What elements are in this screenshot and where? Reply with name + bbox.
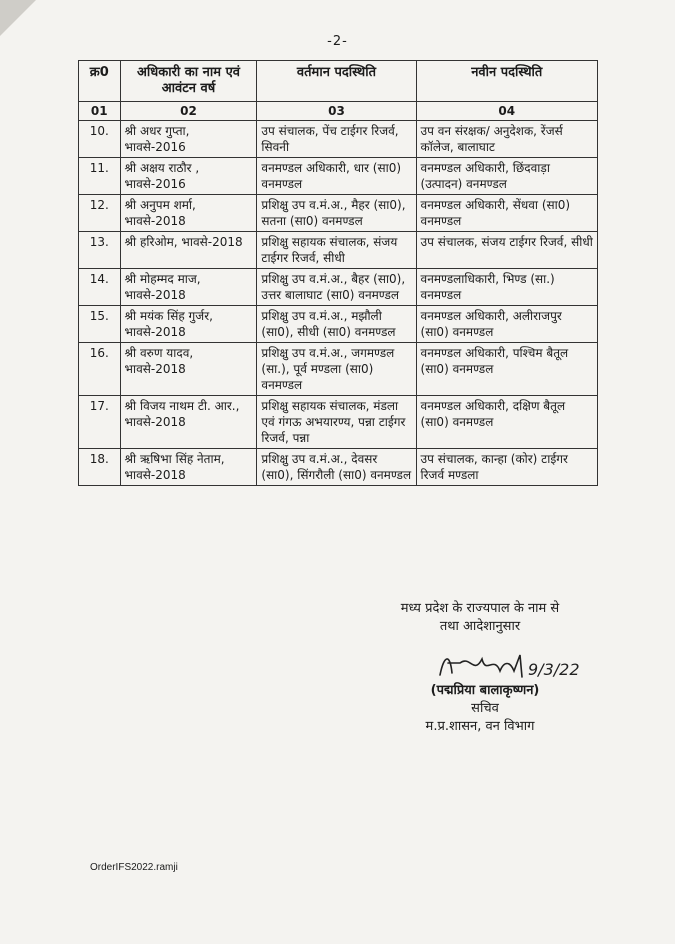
header-officer-name: अधिकारी का नाम एवं आवंटन वर्ष: [120, 61, 257, 102]
table-header-row: [79, 61, 598, 102]
handwritten-signature: [430, 645, 600, 685]
table-row: [79, 449, 598, 486]
row-serial: 11.: [79, 158, 121, 195]
row-serial: 12.: [79, 195, 121, 232]
row-serial: 16.: [79, 343, 121, 396]
row-new-posting: वनमण्डल अधिकारी, अलीराजपुर (सा0) वनमण्डल: [416, 306, 597, 343]
row-officer-name: श्री विजय नाथम टी. आर., भावसे-2018: [120, 396, 257, 449]
table-row: [79, 343, 598, 396]
signature-date: 9/3/22: [528, 660, 580, 679]
header-new-posting: नवीन पदस्थिति: [416, 61, 597, 102]
row-current-posting: प्रशिक्षु सहायक संचालक, मंडला एवं गंगऊ अभयारण्य, पन्ना टाईगर रिजर्व, पन्ना: [257, 396, 416, 449]
signer-name: (पद्मप्रिया बालाकृष्णन): [430, 683, 540, 698]
header-serial: क्र0: [79, 61, 121, 102]
signer-department: म.प्र.शासन, वन विभाग: [425, 719, 535, 734]
table-row: [79, 158, 598, 195]
row-current-posting: प्रशिक्षु उप व.मं.अ., मझौली (सा0), सीधी (सा0) वनमण्डल: [257, 306, 416, 343]
table-row: [79, 396, 598, 449]
colnum-1: 01: [79, 102, 121, 121]
row-current-posting: उप संचालक, पेंच टाईगर रिजर्व, सिवनी: [257, 121, 416, 158]
table-row: [79, 306, 598, 343]
colnum-2: 02: [120, 102, 257, 121]
table-row: [79, 195, 598, 232]
row-officer-name: श्री वरुण यादव, भावसे-2018: [120, 343, 257, 396]
row-officer-name: श्री अधर गुप्ता, भावसे-2016: [120, 121, 257, 158]
row-current-posting: प्रशिक्षु उप व.मं.अ., मैहर (सा0), सतना (सा0) वनमण्डल: [257, 195, 416, 232]
row-serial: 10.: [79, 121, 121, 158]
column-number-row: [79, 102, 598, 121]
table-row: [79, 269, 598, 306]
row-officer-name: श्री हरिओम, भावसे-2018: [120, 232, 257, 269]
row-new-posting: वनमण्डल अधिकारी, पश्चिम बैतूल (सा0) वनमण्डल: [416, 343, 597, 396]
row-current-posting: प्रशिक्षु सहायक संचालक, संजय टाईगर रिजर्व, सीधी: [257, 232, 416, 269]
table-row: [79, 232, 598, 269]
row-officer-name: श्री अनुपम शर्मा, भावसे-2018: [120, 195, 257, 232]
row-current-posting: प्रशिक्षु उप व.मं.अ., जगमण्डल (सा.), पूर्व मण्डला (सा0) वनमण्डल: [257, 343, 416, 396]
page-fold-corner: [0, 0, 36, 36]
header-current-posting: वर्तमान पदस्थिति: [257, 61, 416, 102]
row-serial: 18.: [79, 449, 121, 486]
row-officer-name: श्री अक्षय राठौर , भावसे-2016: [120, 158, 257, 195]
authority-line-2: तथा आदेशानुसार: [439, 619, 521, 634]
page-number: -2-: [327, 34, 348, 49]
signer-title: सचिव: [471, 701, 499, 716]
row-new-posting: वनमण्डलाधिकारी, भिण्ड (सा.) वनमण्डल: [416, 269, 597, 306]
footer-file-reference: OrderIFS2022.ramji: [90, 862, 178, 873]
row-serial: 14.: [79, 269, 121, 306]
row-officer-name: श्री ऋषिभा सिंह नेताम, भावसे-2018: [120, 449, 257, 486]
row-new-posting: उप संचालक, संजय टाईगर रिजर्व, सीधी: [416, 232, 597, 269]
row-serial: 17.: [79, 396, 121, 449]
row-new-posting: वनमण्डल अधिकारी, छिंदवाड़ा (उत्पादन) वनमण्डल: [416, 158, 597, 195]
colnum-3: 03: [257, 102, 416, 121]
authority-statement: [330, 600, 630, 636]
transfer-order-table: [78, 60, 598, 486]
row-new-posting: वनमण्डल अधिकारी, सेंधवा (सा0) वनमण्डल: [416, 195, 597, 232]
row-new-posting: वनमण्डल अधिकारी, दक्षिण बैतूल (सा0) वनमण्डल: [416, 396, 597, 449]
row-current-posting: प्रशिक्षु उप व.मं.अ., बैहर (सा0), उत्तर बालाघाट (सा0) वनमण्डल: [257, 269, 416, 306]
row-serial: 15.: [79, 306, 121, 343]
row-officer-name: श्री मोहम्मद माज, भावसे-2018: [120, 269, 257, 306]
authority-line-1: मध्य प्रदेश के राज्यपाल के नाम से: [400, 601, 560, 616]
row-officer-name: श्री मयंक सिंह गुर्जर, भावसे-2018: [120, 306, 257, 343]
row-current-posting: प्रशिक्षु उप व.मं.अ., देवसर (सा0), सिंगरौली (सा0) वनमण्डल: [257, 449, 416, 486]
row-serial: 13.: [79, 232, 121, 269]
row-new-posting: उप संचालक, कान्हा (कोर) टाईगर रिजर्व मण्डला: [416, 449, 597, 486]
colnum-4: 04: [416, 102, 597, 121]
table-row: [79, 121, 598, 158]
row-new-posting: उप वन संरक्षक/ अनुदेशक, रेंजर्स कॉलेज, बालाघाट: [416, 121, 597, 158]
row-current-posting: वनमण्डल अधिकारी, धार (सा0) वनमण्डल: [257, 158, 416, 195]
